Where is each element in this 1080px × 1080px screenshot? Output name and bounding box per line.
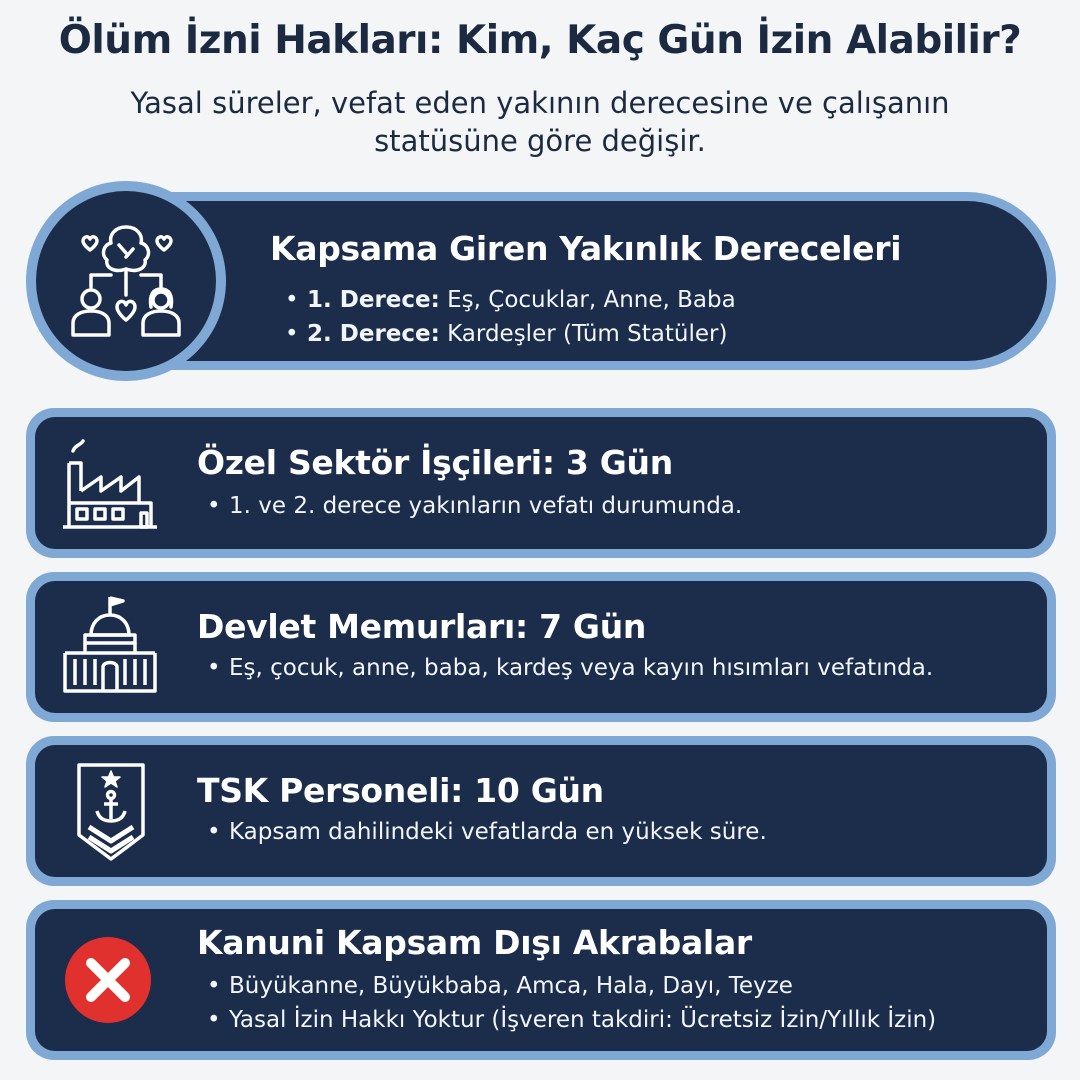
kinship-card-title: Kapsama Giren Yakınlık Dereceleri — [270, 229, 902, 268]
civil-servant-card — [26, 572, 1056, 722]
private-sector-bullet: • 1. ve 2. derece yakınların vefatı durumunda. — [207, 493, 743, 519]
civil-servant-bullet: • Eş, çocuk, anne, baba, kardeş veya kayın hısımları vefatında. — [207, 655, 934, 681]
page-title: Ölüm İzni Hakları: Kim, Kaç Gün İzin Alabilir? — [58, 18, 1022, 63]
not-covered-bullet-2: • Yasal İzin Hakkı Yoktur (İşveren takdiri: Ücretsiz İzin/Yıllık İzin) — [207, 1007, 937, 1033]
not-covered-title: Kanuni Kapsam Dışı Akrabalar — [197, 923, 752, 962]
military-title: TSK Personeli: 10 Gün — [197, 771, 604, 810]
page-subtitle: Yasal süreler, vefat eden yakının derecesine ve çalışanın statüsüne göre değişir. — [130, 86, 950, 158]
kinship-bullet-1-text: Eş, Çocuklar, Anne, Baba — [439, 287, 736, 313]
kinship-card — [130, 192, 1056, 370]
family-tree-icon — [71, 223, 181, 339]
military-card — [26, 736, 1056, 886]
kinship-bullet-2-text: Kardeşler (Tüm Statüler) — [439, 321, 728, 347]
kinship-bullet-2: • 2. Derece: Kardeşler (Tüm Statüler) — [285, 321, 728, 347]
cross-mark-icon — [63, 935, 153, 1025]
civil-servant-bullet-text: Eş, çocuk, anne, baba, kardeş veya kayın hısımları vefatında. — [229, 655, 934, 681]
military-bullet-text: Kapsam dahilindeki vefatlarda en yüksek süre. — [229, 819, 767, 845]
kinship-bullet-1: • 1. Derece: Eş, Çocuklar, Anne, Baba — [285, 287, 736, 313]
not-covered-bullet-1-text: Büyükanne, Büyükbaba, Amca, Hala, Dayı, Teyze — [229, 973, 793, 999]
kinship-icon-circle — [26, 181, 226, 381]
private-sector-card — [26, 408, 1056, 558]
kinship-bullet-1-label: 1. Derece: — [307, 287, 440, 313]
military-bullet: • Kapsam dahilindeki vefatlarda en yüksek süre. — [207, 819, 767, 845]
private-sector-title: Özel Sektör İşçileri: 3 Gün — [197, 443, 673, 482]
private-sector-bullet-text: 1. ve 2. derece yakınların vefatı durumunda. — [229, 493, 743, 519]
not-covered-bullet-1: • Büyükanne, Büyükbaba, Amca, Hala, Dayı, Teyze — [207, 973, 793, 999]
factory-icon — [61, 439, 159, 531]
not-covered-bullet-2-text: Yasal İzin Hakkı Yoktur (İşveren takdiri: Ücretsiz İzin/Yıllık İzin) — [229, 1007, 937, 1033]
government-building-icon — [61, 595, 159, 695]
civil-servant-title: Devlet Memurları: 7 Gün — [197, 607, 647, 646]
kinship-bullet-2-label: 2. Derece: — [307, 321, 440, 347]
not-covered-card — [26, 900, 1056, 1060]
military-badge-icon — [75, 759, 147, 863]
